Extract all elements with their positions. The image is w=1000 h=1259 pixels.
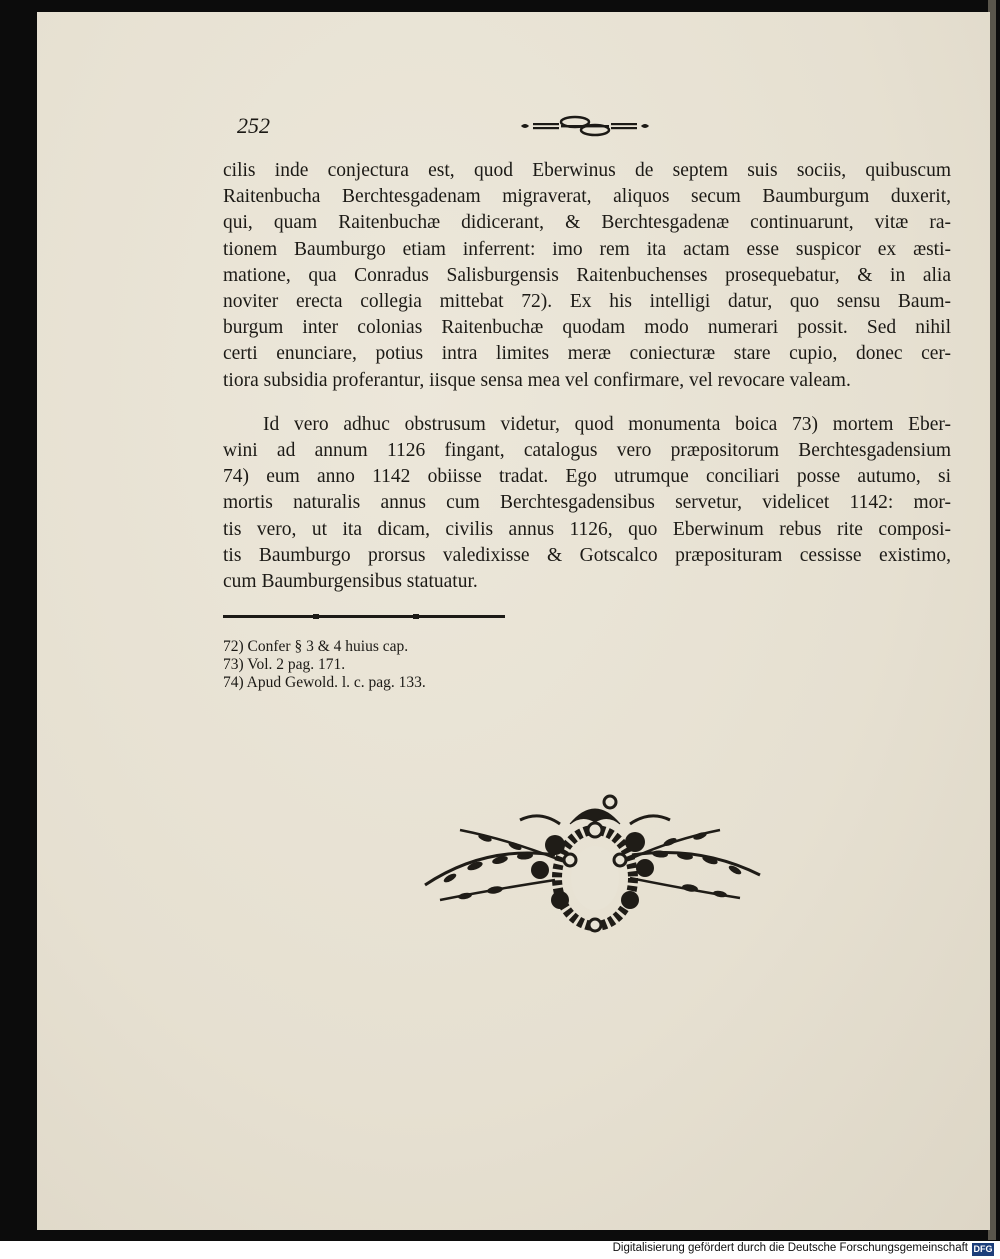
text-line: wini ad annum 1126 fingant, catalogus vero præpositorum Berchtesgadensium bbox=[223, 440, 951, 462]
text-line: Raitenbucha Berchtesgadenam migraverat, aliquos secum Baumburgum duxerit, bbox=[223, 186, 951, 208]
footnote-72: 72) Confer § 3 & 4 huius cap. bbox=[223, 638, 409, 655]
text-line: burgum inter colonias Raitenbuchæ quodam modo numerari possit. Sed nihil bbox=[223, 317, 951, 339]
paragraph-1 bbox=[223, 158, 951, 394]
footnote-73: 73) Vol. 2 pag. 171. bbox=[223, 656, 346, 673]
text-line: cilis inde conjectura est, quod Eberwinus de septem suis sociis, quibuscum bbox=[223, 160, 951, 181]
text-line: 74) eum anno 1142 obiisse tradat. Ego utrumque conciliari posse autumo, si bbox=[223, 466, 951, 488]
floral-wreath-vignette-icon bbox=[420, 790, 765, 940]
footnote-74: 74) Apud Gewold. l. c. pag. 133. bbox=[223, 674, 426, 691]
text-line: Id vero adhuc obstrusum videtur, quod monumenta boica 73) mortem Eber- bbox=[263, 413, 951, 435]
text-line: mortis naturalis annus cum Berchtesgadensibus servetur, videlicet 1142: mor- bbox=[223, 492, 951, 514]
body-text bbox=[223, 158, 951, 595]
text-line: tis Baumburgo prorsus valedixisse & Gotscalco præposituram cessisse existimo, bbox=[223, 544, 951, 566]
paragraph-2 bbox=[223, 412, 951, 595]
text-line: tis vero, ut ita dicam, civilis annus 1126, quo Eberwinum rebus rite composi- bbox=[223, 518, 951, 540]
digitization-credit: Digitalisierung gefördert durch die Deutsche Forschungsgemeinschaft bbox=[612, 1242, 968, 1254]
footnotes bbox=[223, 638, 426, 692]
page-number: 252 bbox=[237, 113, 270, 138]
text-line: cum Baumburgensibus statuatur. bbox=[223, 571, 478, 593]
text-line: qui, quam Raitenbuchæ didicerant, & Berchtesgadenæ continuarunt, vitæ ra- bbox=[223, 212, 951, 234]
dfg-logo: DFG bbox=[973, 1244, 993, 1254]
text-line: matione, qua Conradus Salisburgensis Raitenbuchenses prosequebatur, & in alia bbox=[223, 264, 951, 286]
footnote-rule bbox=[223, 614, 505, 619]
printer-ornament-icon bbox=[515, 114, 655, 138]
text-line: certi enunciare, potius intra limites meræ coniecturæ stare cupio, donec cer- bbox=[223, 343, 951, 365]
text-line: tiora subsidia proferantur, iisque sensa mea vel confirmare, vel revocare valeam. bbox=[223, 369, 851, 391]
text-line: noviter erecta collegia mittebat 72). Ex his intelligi datur, quo sensu Baum- bbox=[223, 291, 951, 313]
text-line: tionem Baumburgo etiam inferrent: imo rem ita actam esse suspicor ex æsti- bbox=[223, 238, 951, 260]
